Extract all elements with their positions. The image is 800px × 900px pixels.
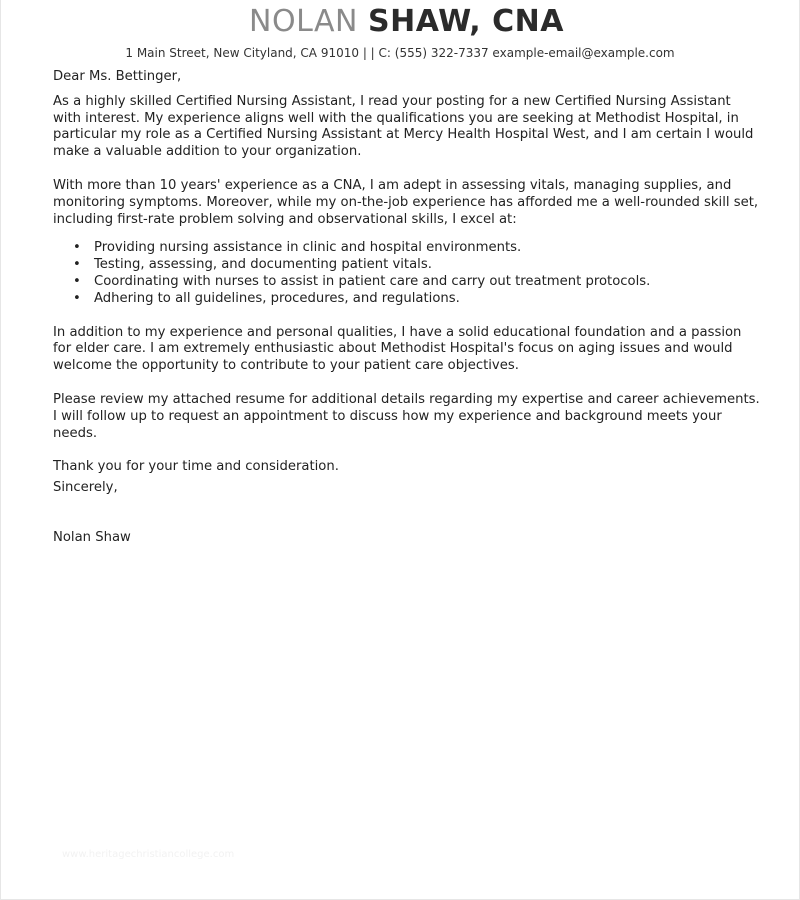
list-item <box>53 257 760 274</box>
watermark: www.heritagechristiancollege.com <box>62 849 235 860</box>
letter-body <box>53 69 760 547</box>
list-item-text: Testing, assessing, and documenting patient vitals. <box>94 257 432 273</box>
last-name: SHAW, CNA <box>368 4 564 39</box>
bullet-icon: • <box>73 290 81 306</box>
paragraph-experience: With more than 10 years' experience as a CNA, I am adept in assessing vitals, managing supplies, and monitoring symptoms. Moreover, while my on-the-job experience has afforded me a well-rounded skill set, including first-rate problem solving and observational skills, I excel at: <box>53 177 759 227</box>
signature-name: Nolan Shaw <box>53 529 131 545</box>
list-item <box>53 291 760 308</box>
salutation: Dear Ms. Bettinger, <box>53 69 182 84</box>
closing: Sincerely, <box>53 480 118 496</box>
bullet-icon: • <box>73 257 81 273</box>
paragraph-qualities: In addition to my experience and personal qualities, I have a solid educational foundation and a passion for elder care. I am extremely enthusiastic about Methodist Hospital's focus on aging issues and would welcome the opportunity to contribute to your patient care objectives. <box>53 324 742 374</box>
list-item-text: Coordinating with nurses to assist in patient care and carry out treatment protocols. <box>94 273 651 289</box>
first-name: NOLAN <box>249 4 358 39</box>
list-item <box>53 240 760 257</box>
list-item-text: Adhering to all guidelines, procedures, and regulations. <box>94 290 460 306</box>
contact-line: 1 Main Street, New Cityland, CA 91010 | | C: (555) 322-7337 example-email@example.com <box>125 46 675 60</box>
list-item <box>53 274 760 291</box>
name-header <box>53 0 760 40</box>
list-item-text: Providing nursing assistance in clinic and hospital environments. <box>94 240 522 256</box>
skills-list <box>53 240 760 307</box>
bullet-icon: • <box>73 273 81 289</box>
thanks-line: Thank you for your time and consideration. <box>53 459 339 475</box>
paragraph-intro: As a highly skilled Certified Nursing Assistant, I read your posting for a new Certified Nursing Assistant with interest. My experience aligns well with the qualifications you are seeking at Methodist Hospital, in particular my role as a Certified Nursing Assistant at Mercy Health Hospital West, and I am certain I would make a valuable addition to your organization. <box>53 93 754 160</box>
bullet-icon: • <box>73 240 81 256</box>
paragraph-follow-up: Please review my attached resume for additional details regarding my expertise and career achievements. I will follow up to request an appointment to discuss how my experience and background meets your needs. <box>53 391 760 441</box>
